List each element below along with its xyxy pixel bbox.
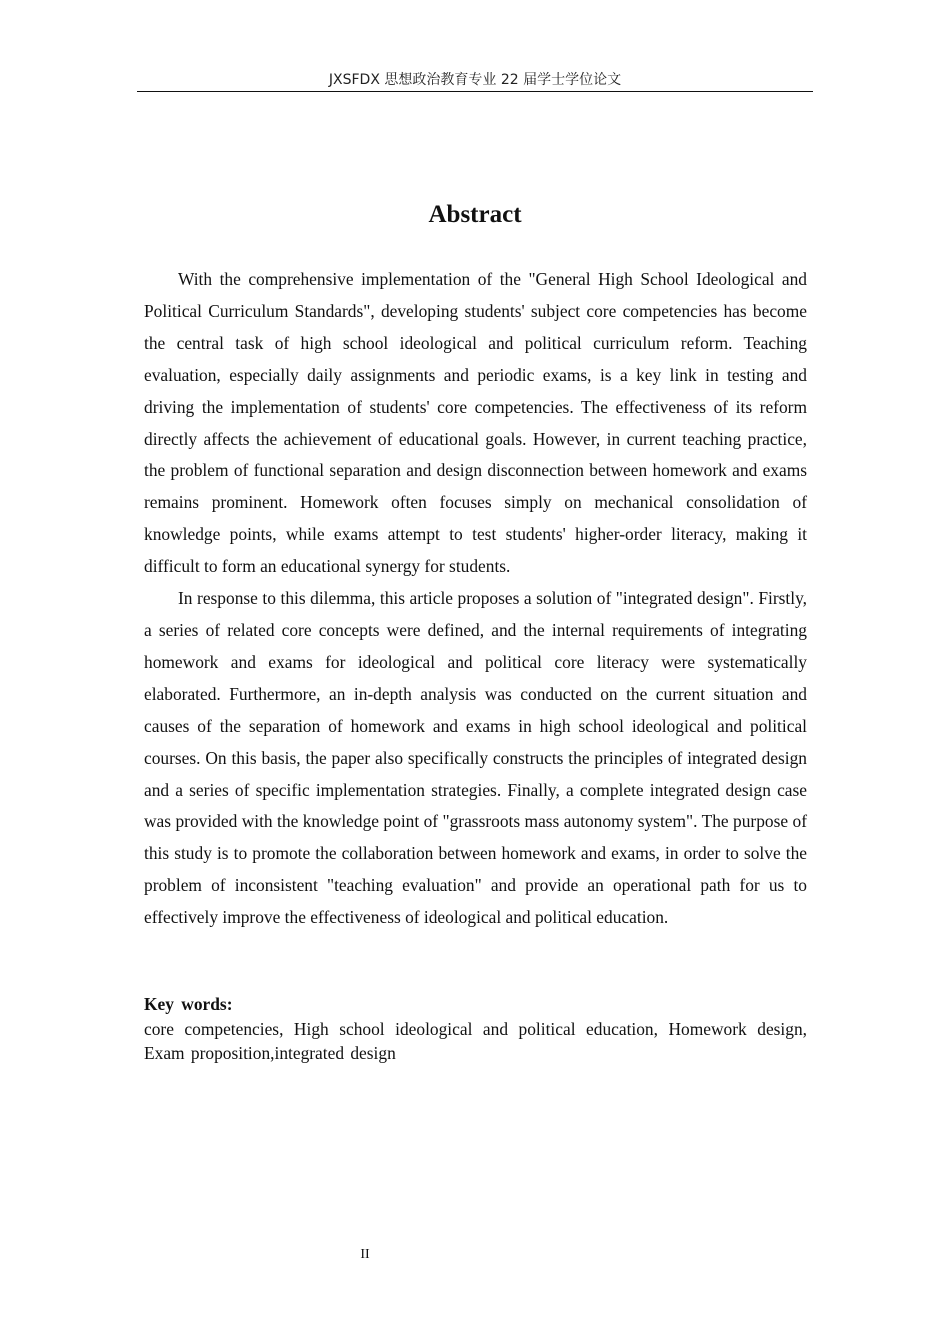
keywords-text: core competencies, High school ideological and political education, Homework design, Exam proposition,integrated design	[144, 1019, 807, 1063]
abstract-title: Abstract	[428, 201, 522, 228]
abstract-paragraph-2: In response to this dilemma, this article proposes a solution of "integrated design". Firstly, a series of related core concepts were defined, and the internal requirements of integrating homework and exams for ideological and political core literacy were systematically elaborated. Furthermore, an in-depth analysis was conducted on the current situation and causes of the separation of homework and exams in high school ideological and political courses. On this basis, the paper also specifically constructs the principles of integrated design and a series of specific implementation strategies. Finally, a complete integrated design case was provided with the knowledge point of "grassroots mass autonomy system". The purpose of this study is to promote the collaboration between homework and exams, in order to solve the problem of inconsistent "teaching evaluation" and provide an operational path for us to effectively improve the effectiveness of ideological and political education.	[144, 588, 807, 928]
abstract-body	[144, 264, 807, 934]
keywords-label: Key words:	[144, 994, 233, 1014]
keywords-section	[144, 992, 807, 1065]
page-number: II	[360, 1247, 370, 1262]
abstract-paragraph-1: With the comprehensive implementation of the "General High School Ideological and Political Curriculum Standards", developing students' subject core competencies has become the central task of high school ideological and political curriculum reform. Teaching evaluation, especially daily assignments and periodic exams, is a key link in testing and driving the implementation of students' core competencies. The effectiveness of its reform directly affects the achievement of educational goals. However, in current teaching practice, the problem of functional separation and design disconnection between homework and exams remains prominent. Homework often focuses simply on mechanical consolidation of knowledge points, while exams attempt to test students' higher-order literacy, making it difficult to form an educational synergy for students.	[144, 269, 807, 577]
header-rule	[137, 91, 813, 92]
running-header: JXSFDX 思想政治教育专业 22 届学士学位论文	[328, 72, 622, 88]
